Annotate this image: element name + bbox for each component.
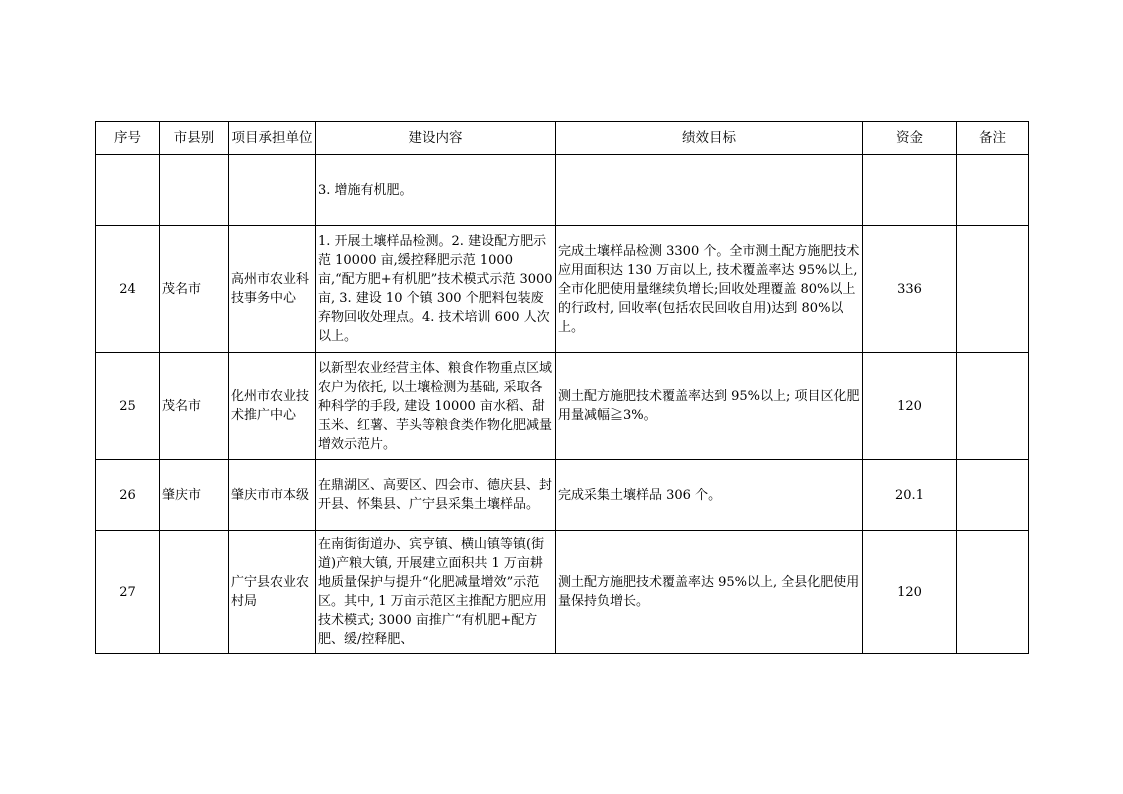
table-row bbox=[96, 460, 1029, 531]
cell-seq: 26 bbox=[96, 460, 160, 531]
cell-city: 肇庆市 bbox=[160, 460, 229, 531]
cell-unit: 高州市农业科技事务中心 bbox=[229, 226, 316, 353]
cell-content: 3. 增施有机肥。 bbox=[316, 155, 556, 226]
header-content: 建设内容 bbox=[316, 122, 556, 155]
project-table bbox=[95, 121, 1029, 654]
cell-city: 茂名市 bbox=[160, 226, 229, 353]
cell-funds: 120 bbox=[863, 531, 957, 654]
header-unit: 项目承担单位 bbox=[229, 122, 316, 155]
cell-city bbox=[160, 531, 229, 654]
cell-seq: 25 bbox=[96, 353, 160, 460]
cell-note bbox=[957, 226, 1029, 353]
cell-target bbox=[556, 155, 863, 226]
header-row bbox=[96, 122, 1029, 155]
cell-funds bbox=[863, 155, 957, 226]
header-funds: 资金 bbox=[863, 122, 957, 155]
header-city: 市县别 bbox=[160, 122, 229, 155]
cell-note bbox=[957, 460, 1029, 531]
cell-content: 在鼎湖区、高要区、四会市、德庆县、封开县、怀集县、广宁县采集土壤样品。 bbox=[316, 460, 556, 531]
table-row bbox=[96, 531, 1029, 654]
cell-funds: 20.1 bbox=[863, 460, 957, 531]
cell-target: 测土配方施肥技术覆盖率达到 95%以上; 项目区化肥用量减幅≧3%。 bbox=[556, 353, 863, 460]
cell-content: 以新型农业经营主体、粮食作物重点区域农户为依托, 以土壤检测为基础, 采取各种科学的手段, 建设 10000 亩水稻、甜玉米、红薯、芋头等粮食类作物化肥减量增效示范片。 bbox=[316, 353, 556, 460]
cell-target: 完成采集土壤样品 306 个。 bbox=[556, 460, 863, 531]
cell-content-text: 在南街街道办、宾亨镇、横山镇等镇(街道)产粮大镇, 开展建立面积共 1 万亩耕地质量保护与提升“化肥减量增效”示范区。其中, 1 万亩示范区主推配方肥应用技术模式; 3000 亩推广“有机肥+配方肥、缓/控释肥、 bbox=[318, 537, 547, 647]
cell-city: 茂名市 bbox=[160, 353, 229, 460]
header-note: 备注 bbox=[957, 122, 1029, 155]
cell-unit: 肇庆市市本级 bbox=[229, 460, 316, 531]
cell-target: 测土配方施肥技术覆盖率达 95%以上, 全县化肥使用量保持负增长。 bbox=[556, 531, 863, 654]
cell-seq bbox=[96, 155, 160, 226]
cell-content: 1. 开展土壤样品检测。2. 建设配方肥示范 10000 亩,缓控释肥示范 1000 亩,“配方肥+有机肥”技术模式示范 3000 亩, 3. 建设 10 个镇 300 个肥料包装废弃物回收处理点。4. 技术培训 600 人次以上。 bbox=[316, 226, 556, 353]
cell-content bbox=[316, 531, 556, 654]
table-row bbox=[96, 226, 1029, 353]
cell-seq: 27 bbox=[96, 531, 160, 654]
table-row bbox=[96, 353, 1029, 460]
cell-funds: 120 bbox=[863, 353, 957, 460]
cell-unit bbox=[229, 155, 316, 226]
cell-seq: 24 bbox=[96, 226, 160, 353]
cell-funds: 336 bbox=[863, 226, 957, 353]
cell-unit: 广宁县农业农村局 bbox=[229, 531, 316, 654]
table-row bbox=[96, 155, 1029, 226]
cell-note bbox=[957, 353, 1029, 460]
cell-city bbox=[160, 155, 229, 226]
cell-note bbox=[957, 155, 1029, 226]
cell-note bbox=[957, 531, 1029, 654]
header-seq: 序号 bbox=[96, 122, 160, 155]
header-target: 绩效目标 bbox=[556, 122, 863, 155]
cell-target: 完成土壤样品检测 3300 个。全市测土配方施肥技术应用面积达 130 万亩以上, 技术覆盖率达 95%以上, 全市化肥使用量继续负增长;回收处理覆盖 80%以上的行政村, 回收率(包括农民回收自用)达到 80%以上。 bbox=[556, 226, 863, 353]
cell-unit: 化州市农业技术推广中心 bbox=[229, 353, 316, 460]
